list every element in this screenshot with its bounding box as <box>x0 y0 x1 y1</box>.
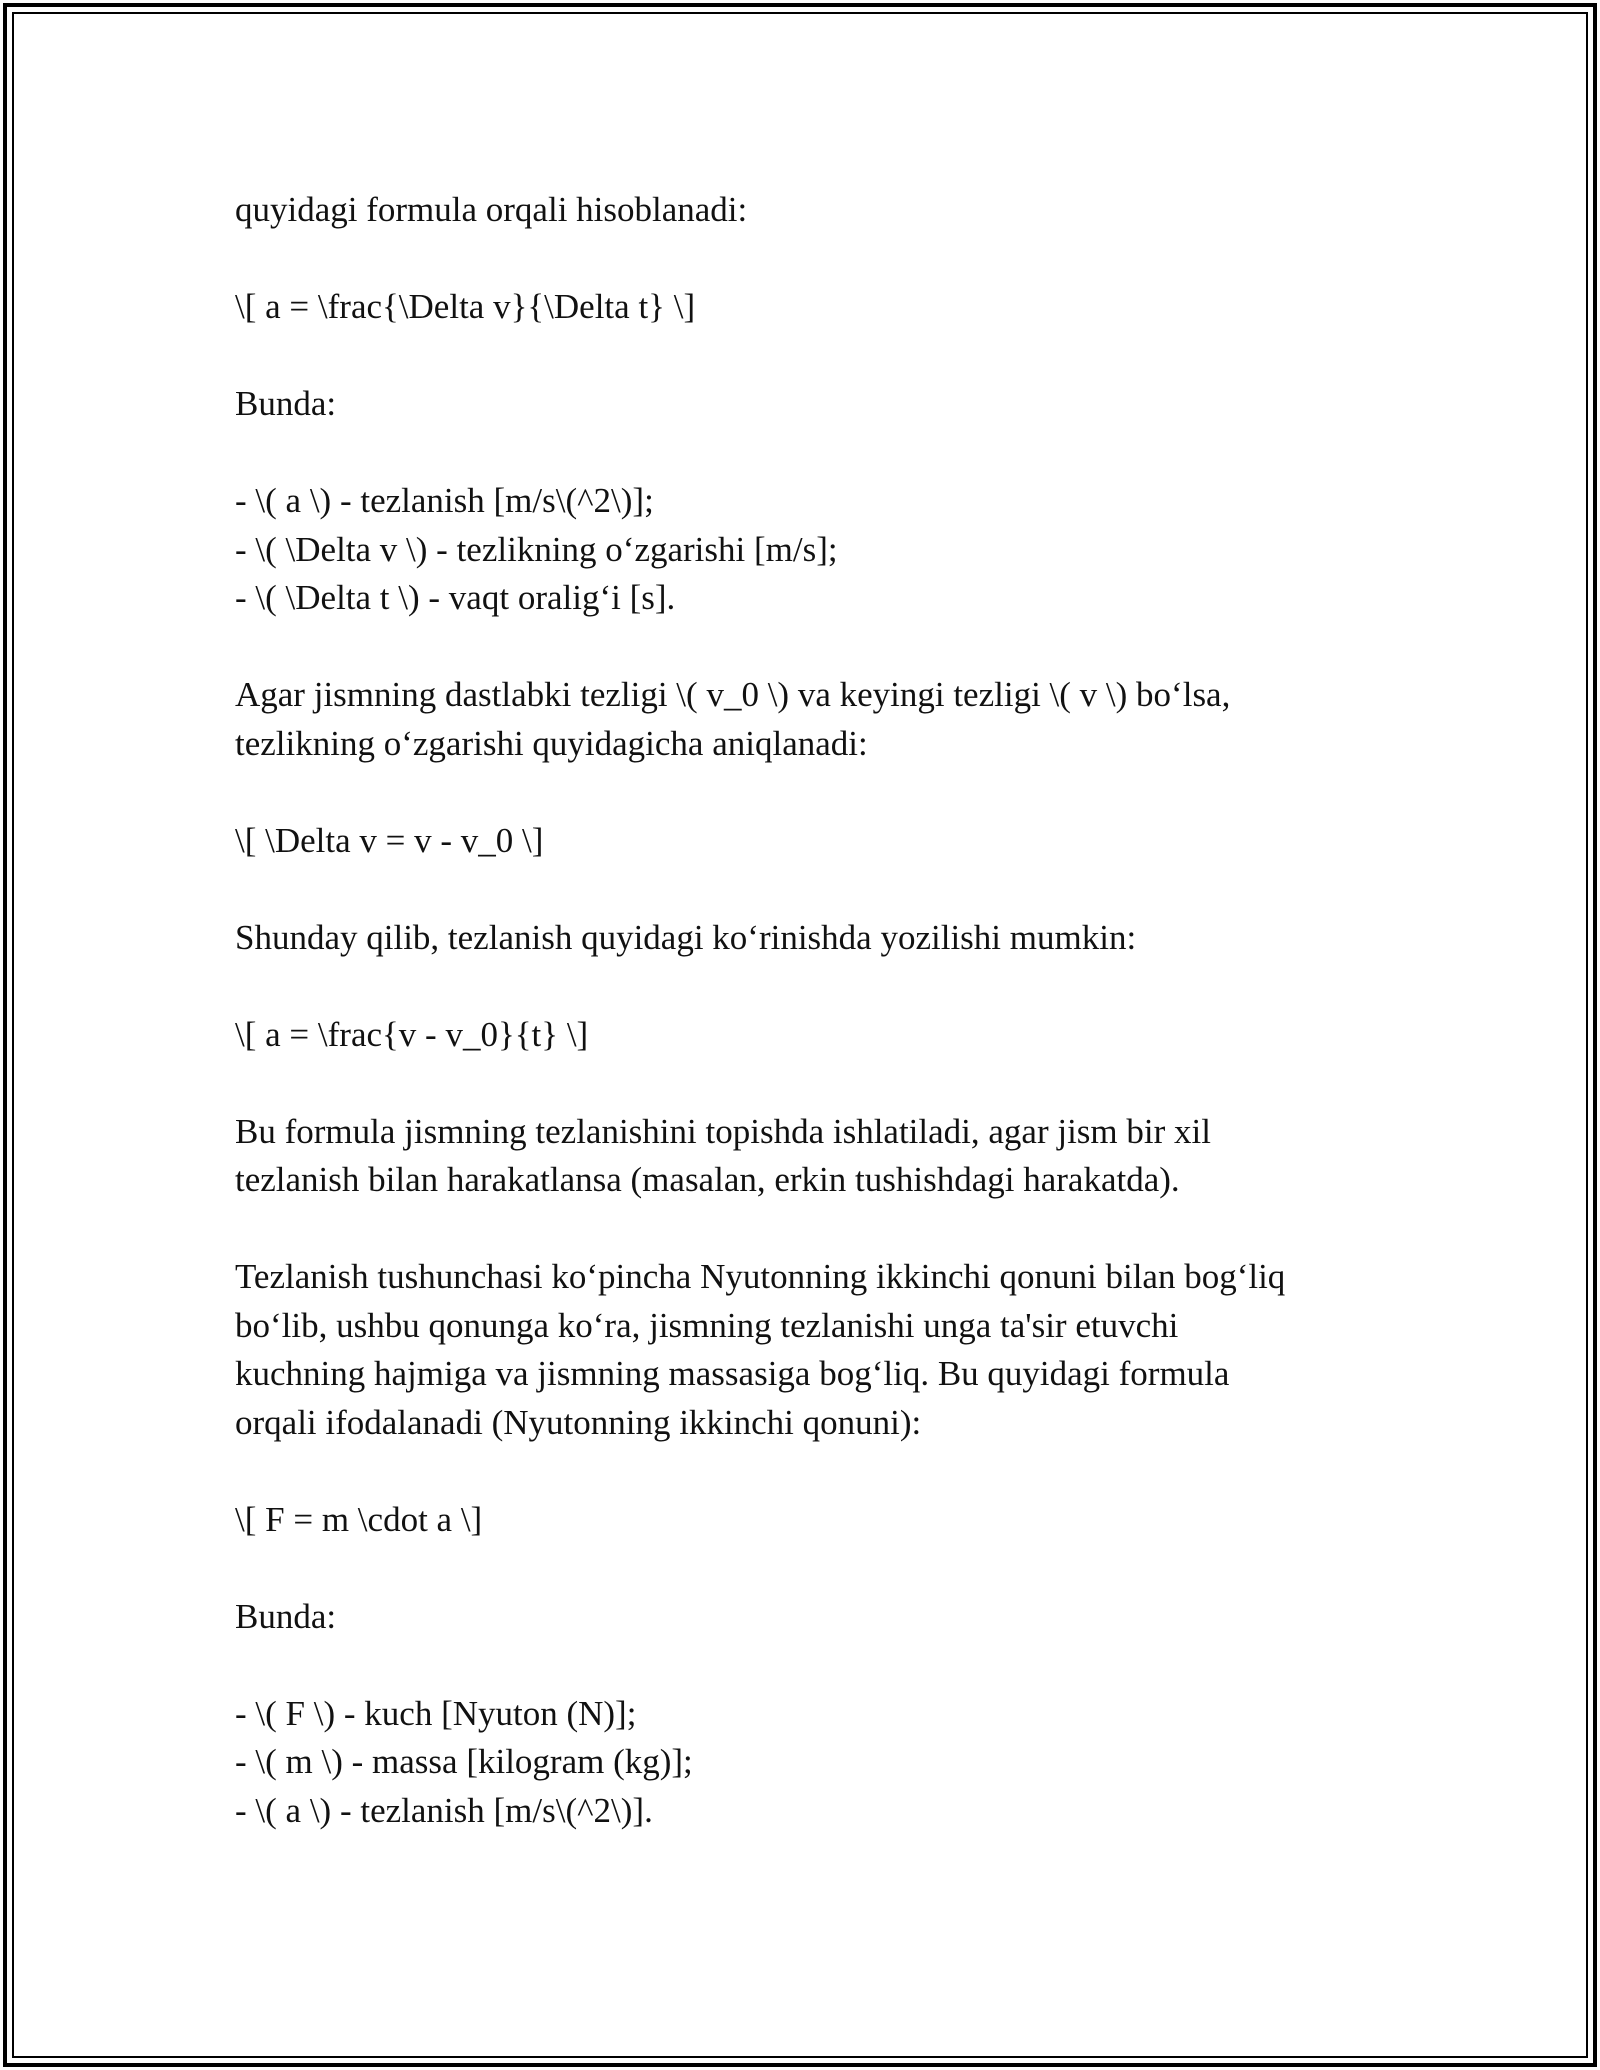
document-body <box>235 186 1365 1835</box>
list-item: - \( \Delta t \) - vaqt oralig‘i [s]. <box>235 578 676 617</box>
text-line: Tezlanish tushunchasi ko‘pincha Nyutonning ikkinchi qonuni bilan bog‘liq <box>235 1257 1286 1296</box>
text-line: tezlanish bilan harakatlansa (masalan, erkin tushishdagi harakatda). <box>235 1160 1180 1199</box>
text-line: kuchning hajmiga va jismning massasiga bog‘liq. Bu quyidagi formula <box>235 1354 1230 1393</box>
blank-line <box>235 1059 1365 1108</box>
text-line: Agar jismning dastlabki tezligi \( v_0 \) va keyingi tezligi \( v \) bo‘lsa, <box>235 675 1231 714</box>
text-line: orqali ifodalanadi (Nyutonning ikkinchi qonuni): <box>235 1402 922 1442</box>
blank-line <box>235 1447 1365 1496</box>
list-item: - \( a \) - tezlanish [m/s\(^2\)]. <box>235 1790 653 1830</box>
text-line: bo‘lib, ushbu qonunga ko‘ra, jismning tezlanishi unga ta'sir etuvchi <box>235 1305 1179 1345</box>
formula-line: \[ a = \frac{\Delta v}{\Delta t} \] <box>235 287 696 326</box>
blank-line <box>235 1544 1365 1593</box>
text-line: Shunday qilib, tezlanish quyidagi ko‘rinishda yozilishi mumkin: <box>235 917 1137 957</box>
blank-line <box>235 1641 1365 1690</box>
list-item: - \( F \) - kuch [Nyuton (N)]; <box>235 1693 637 1733</box>
text-line: Bunda: <box>235 384 337 423</box>
formula-line: \[ F = m \cdot a \] <box>235 1499 483 1539</box>
blank-line <box>235 235 1365 284</box>
list-item: - \( \Delta v \) - tezlikning o‘zgarishi [m/s]; <box>235 529 838 569</box>
blank-line <box>235 429 1365 478</box>
text-line: Bu formula jismning tezlanishini topishda ishlatiladi, agar jism bir xil <box>235 1111 1211 1151</box>
list-item: - \( a \) - tezlanish [m/s\(^2\)]; <box>235 481 654 520</box>
text-line: quyidagi formula orqali hisoblanadi: <box>235 190 748 229</box>
text-line: Bunda: <box>235 1596 337 1636</box>
blank-line <box>235 1205 1365 1254</box>
list-item: - \( m \) - massa [kilogram (kg)]; <box>235 1742 693 1781</box>
blank-line <box>235 332 1365 381</box>
text-line: tezlikning o‘zgarishi quyidagicha aniqlanadi: <box>235 723 868 763</box>
blank-line <box>235 865 1365 914</box>
blank-line <box>235 768 1365 817</box>
formula-line: \[ a = \frac{v - v_0}{t} \] <box>235 1014 589 1054</box>
blank-line <box>235 623 1365 672</box>
formula-line: \[ \Delta v = v - v_0 \] <box>235 820 544 860</box>
blank-line <box>235 962 1365 1011</box>
